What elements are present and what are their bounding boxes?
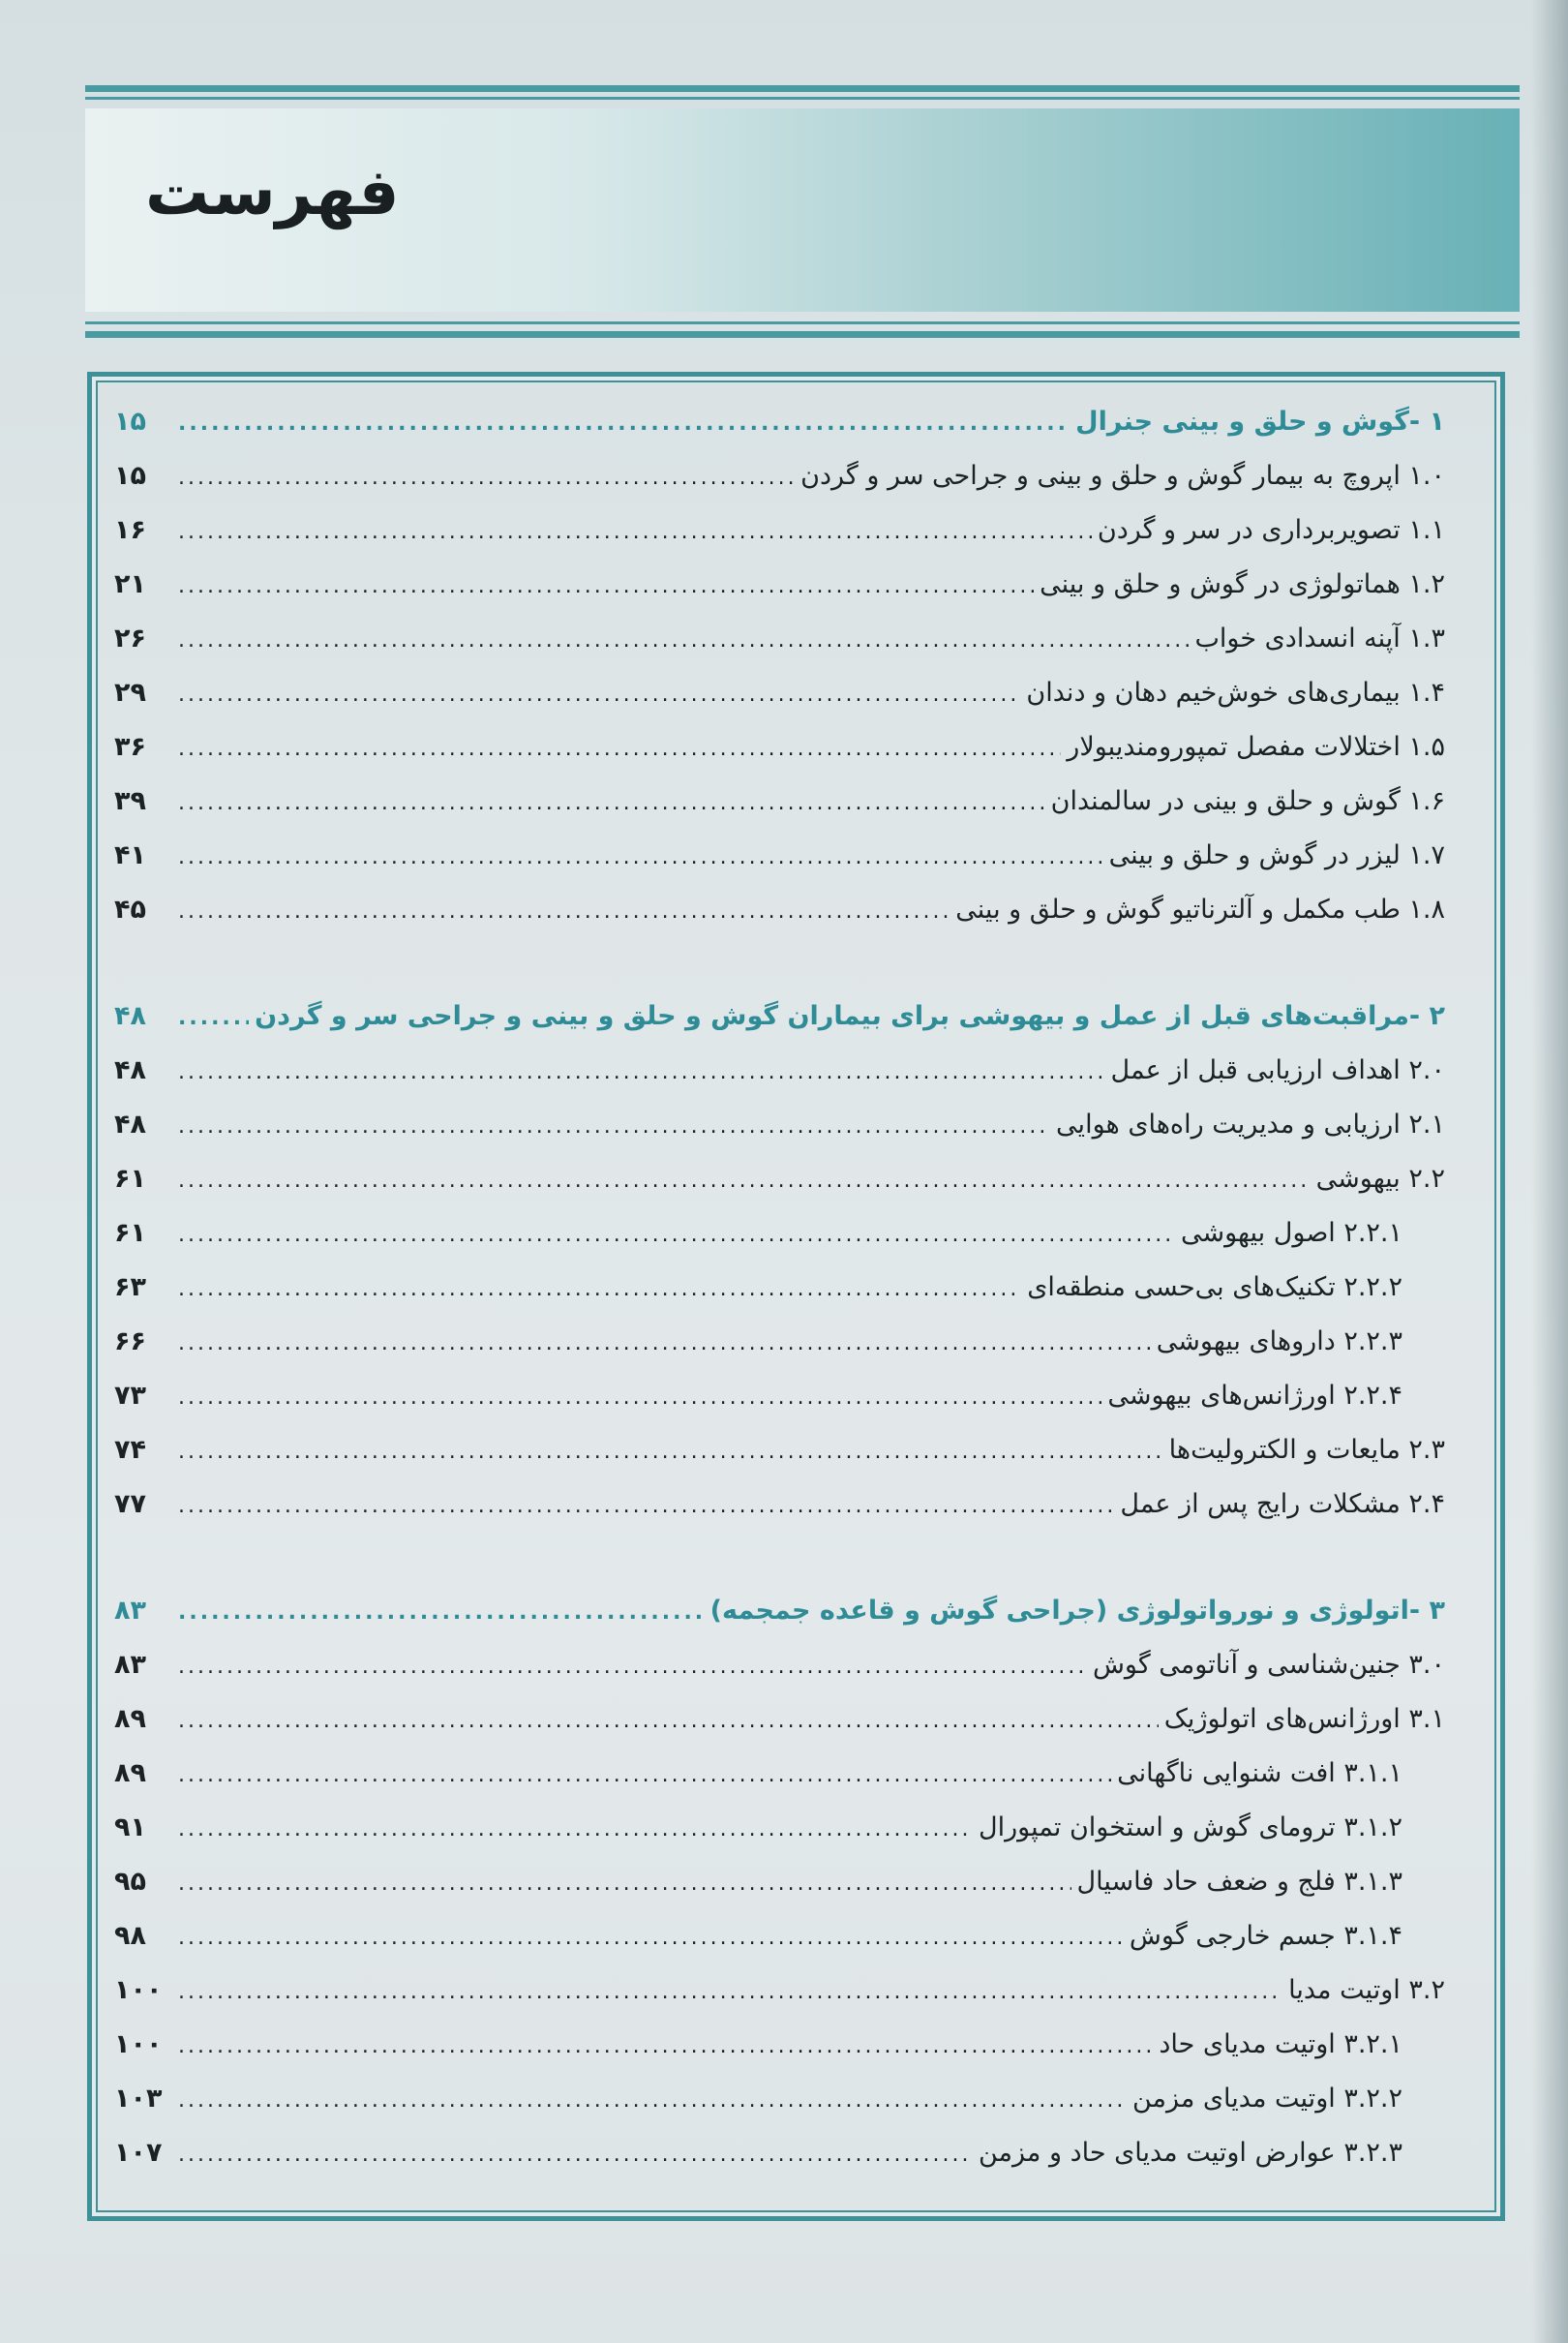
toc-entry-title: ۱.۸ طب مکمل و آلترناتیو گوش و حلق و بینی [955,895,1445,925]
toc-page-number: ۳۶ [114,732,146,762]
toc-entry-title: ۲ -مراقبت‌های قبل از عمل و بیهوشی برای بیماران گوش و حلق و بینی و جراحی سر و گردن [255,1001,1445,1031]
toc-entry [114,569,1445,624]
toc-entry-title: ۱ -گوش و حلق و بینی جنرال [1075,407,1445,437]
toc-entry-title: ۲.۱ ارزیابی و مدیریت راه‌های هوایی [1056,1110,1445,1140]
toc-page-number: ۸۹ [114,1758,146,1788]
toc-entry [114,1704,1445,1758]
toc-entry-title: ۲.۳ مایعات و الکترولیت‌ها [1168,1435,1445,1465]
dot-leader [178,1223,1175,1247]
toc-entry [114,1435,1445,1489]
toc-page-number: ۸۳ [114,1650,146,1680]
toc-entry [114,1921,1445,1975]
dot-leader [178,791,1045,815]
toc-page-number: ۱۰۰ [114,2029,163,2059]
dot-leader [178,683,1020,707]
toc-entry [114,1975,1445,2029]
toc-entry [114,2138,1445,2192]
dot-leader [178,845,1103,869]
toc-entry-title: ۳.۱.۱ افت شنوایی ناگهانی [1117,1758,1402,1788]
toc-entry-title: ۲.۲.۲ تکنیک‌های بی‌حسی منطقه‌ای [1027,1272,1402,1302]
toc-page-number: ۲۹ [114,678,146,708]
toc-entry [114,1489,1445,1543]
dot-leader [178,628,1190,653]
toc-entry-title: ۱.۲ هماتولوژی در گوش و حلق و بینی [1040,569,1445,599]
toc-entry-title: ۳.۰ جنین‌شناسی و آناتومی گوش [1092,1650,1445,1680]
toc-page-number: ۱۵ [114,407,146,437]
toc-page-number: ۱۰۷ [114,2138,163,2168]
toc-page-number: ۹۱ [114,1812,146,1842]
toc-entry [114,515,1445,569]
toc-entry-title: ۳.۲ اوتیت مدیا [1288,1975,1445,2005]
toc-entry-title: ۱.۱ تصویربرداری در سر و گردن [1097,515,1445,545]
dot-leader [178,1331,1151,1355]
toc-entry [114,1110,1445,1164]
toc-page-number: ۶۶ [114,1326,146,1356]
toc-section [114,1001,1445,1055]
toc-entry-title: ۳.۲.۲ اوتیت مدیای مزمن [1131,2084,1402,2114]
toc-entry [114,1650,1445,1704]
dot-leader [178,411,1070,436]
dot-leader [178,899,950,924]
toc-entry [114,2084,1445,2138]
toc-entry [114,895,1445,949]
toc-section [114,407,1445,461]
dot-leader [178,1871,1071,1896]
top-rule [85,85,1520,92]
header-bottom-rule [85,331,1520,338]
toc-page-number: ۷۳ [114,1381,146,1411]
toc-page-number: ۱۰۰ [114,1975,163,2005]
toc-entry [114,678,1445,732]
toc-entry-title: ۱.۳ آپنه انسدادی خواب [1194,624,1445,654]
toc-page-number: ۷۷ [114,1489,146,1519]
header-bottom-rule-thin [85,321,1520,324]
toc-entry-title: ۱.۷ لیزر در گوش و حلق و بینی [1108,840,1445,870]
dot-leader [178,2034,1153,2058]
toc-page-number: ۴۸ [114,1055,146,1085]
toc-page-number: ۹۸ [114,1921,146,1951]
toc-section [114,1596,1445,1650]
toc-entry-title: ۳.۱.۳ فلج و ضعف حاد فاسیال [1076,1867,1402,1897]
toc-entry [114,1326,1445,1381]
toc-page-number: ۸۹ [114,1704,146,1734]
dot-leader [178,466,795,490]
dot-leader [178,574,1034,598]
toc-page-number: ۷۴ [114,1435,146,1465]
toc-entry-title: ۲.۲ بیهوشی [1315,1164,1445,1194]
toc-entry-title: ۳.۱.۴ جسم خارجی گوش [1129,1921,1402,1951]
dot-leader [178,1709,1159,1733]
dot-leader [178,1114,1050,1139]
toc-entry-title: ۲.۴ مشکلات رایج پس از عمل [1120,1489,1445,1519]
toc-entry-title: ۱.۰ اپروچ به بیمار گوش و حلق و بینی و جراحی سر و گردن [800,461,1445,491]
page-title: فهرست [145,155,400,229]
toc-entry-title: ۲.۲.۴ اورژانس‌های بیهوشی [1107,1381,1402,1411]
toc-page-number: ۴۸ [114,1001,146,1031]
toc-entry [114,1758,1445,1812]
toc-entry [114,1381,1445,1435]
toc-entry-title: ۳ -اتولوژی و نورواتولوژی (جراحی گوش و قاعده جمجمه) [709,1596,1445,1626]
top-rule-thin [85,97,1520,100]
toc-page-number: ۱۰۳ [114,2084,163,2114]
toc-entry [114,624,1445,678]
toc-page-number: ۳۹ [114,786,146,816]
dot-leader [178,1277,1021,1301]
dot-leader [178,1006,249,1030]
toc-entry [114,1164,1445,1218]
dot-leader [178,520,1092,544]
toc-entry [114,786,1445,840]
toc-page-number: ۴۵ [114,895,146,925]
dot-leader [178,1169,1311,1193]
toc-entry [114,1055,1445,1110]
toc-entry [114,1272,1445,1326]
dot-leader [178,1926,1124,1950]
toc-page-number: ۶۱ [114,1218,146,1248]
page-edge-shadow [1531,0,1568,2343]
toc-entry [114,732,1445,786]
toc-entry-title: ۲.۲.۱ اصول بیهوشی [1180,1218,1402,1248]
toc-page-number: ۲۱ [114,569,146,599]
toc-page-number: ۸۳ [114,1596,146,1626]
toc-entry-title: ۳.۱.۲ ترومای گوش و استخوان تمپورال [978,1812,1402,1842]
toc-page-number: ۶۱ [114,1164,146,1194]
toc-entry-title: ۲.۰ اهداف ارزیابی قبل از عمل [1110,1055,1445,1085]
dot-leader [178,1060,1105,1084]
toc-entry-title: ۳.۲.۳ عوارض اوتیت مدیای حاد و مزمن [979,2138,1402,2168]
toc-entry [114,461,1445,515]
toc-entry [114,1867,1445,1921]
dot-leader [178,1600,705,1625]
toc-entry [114,1218,1445,1272]
dot-leader [178,2088,1127,2113]
table-of-contents [114,407,1445,2192]
toc-entry [114,1812,1445,1867]
dot-leader [178,1763,1111,1787]
dot-leader [178,1440,1163,1464]
toc-page-number: ۴۱ [114,840,146,870]
dot-leader [178,737,1061,761]
toc-entry-title: ۱.۴ بیماری‌های خوش‌خیم دهان و دندان [1026,678,1445,708]
toc-page-number: ۶۳ [114,1272,146,1302]
dot-leader [178,2143,973,2167]
dot-leader [178,1980,1282,2004]
dot-leader [178,1494,1114,1518]
dot-leader [178,1385,1101,1410]
toc-page-number: ۱۶ [114,515,146,545]
toc-entry [114,2029,1445,2084]
toc-entry-title: ۳.۱ اورژانس‌های اتولوژیک [1163,1704,1445,1734]
toc-page-number: ۲۶ [114,624,146,654]
toc-page-number: ۱۵ [114,461,146,491]
toc-entry-title: ۱.۵ اختلالات مفصل تمپورومندیبولار [1067,732,1445,762]
toc-page-number: ۴۸ [114,1110,146,1140]
toc-entry-title: ۳.۲.۱ اوتیت مدیای حاد [1159,2029,1402,2059]
dot-leader [178,1817,973,1841]
toc-entry-title: ۱.۶ گوش و حلق و بینی در سالمندان [1050,786,1445,816]
toc-entry-title: ۲.۲.۳ داروهای بیهوشی [1156,1326,1402,1356]
toc-page-number: ۹۵ [114,1867,146,1897]
dot-leader [178,1655,1087,1679]
toc-entry [114,840,1445,895]
